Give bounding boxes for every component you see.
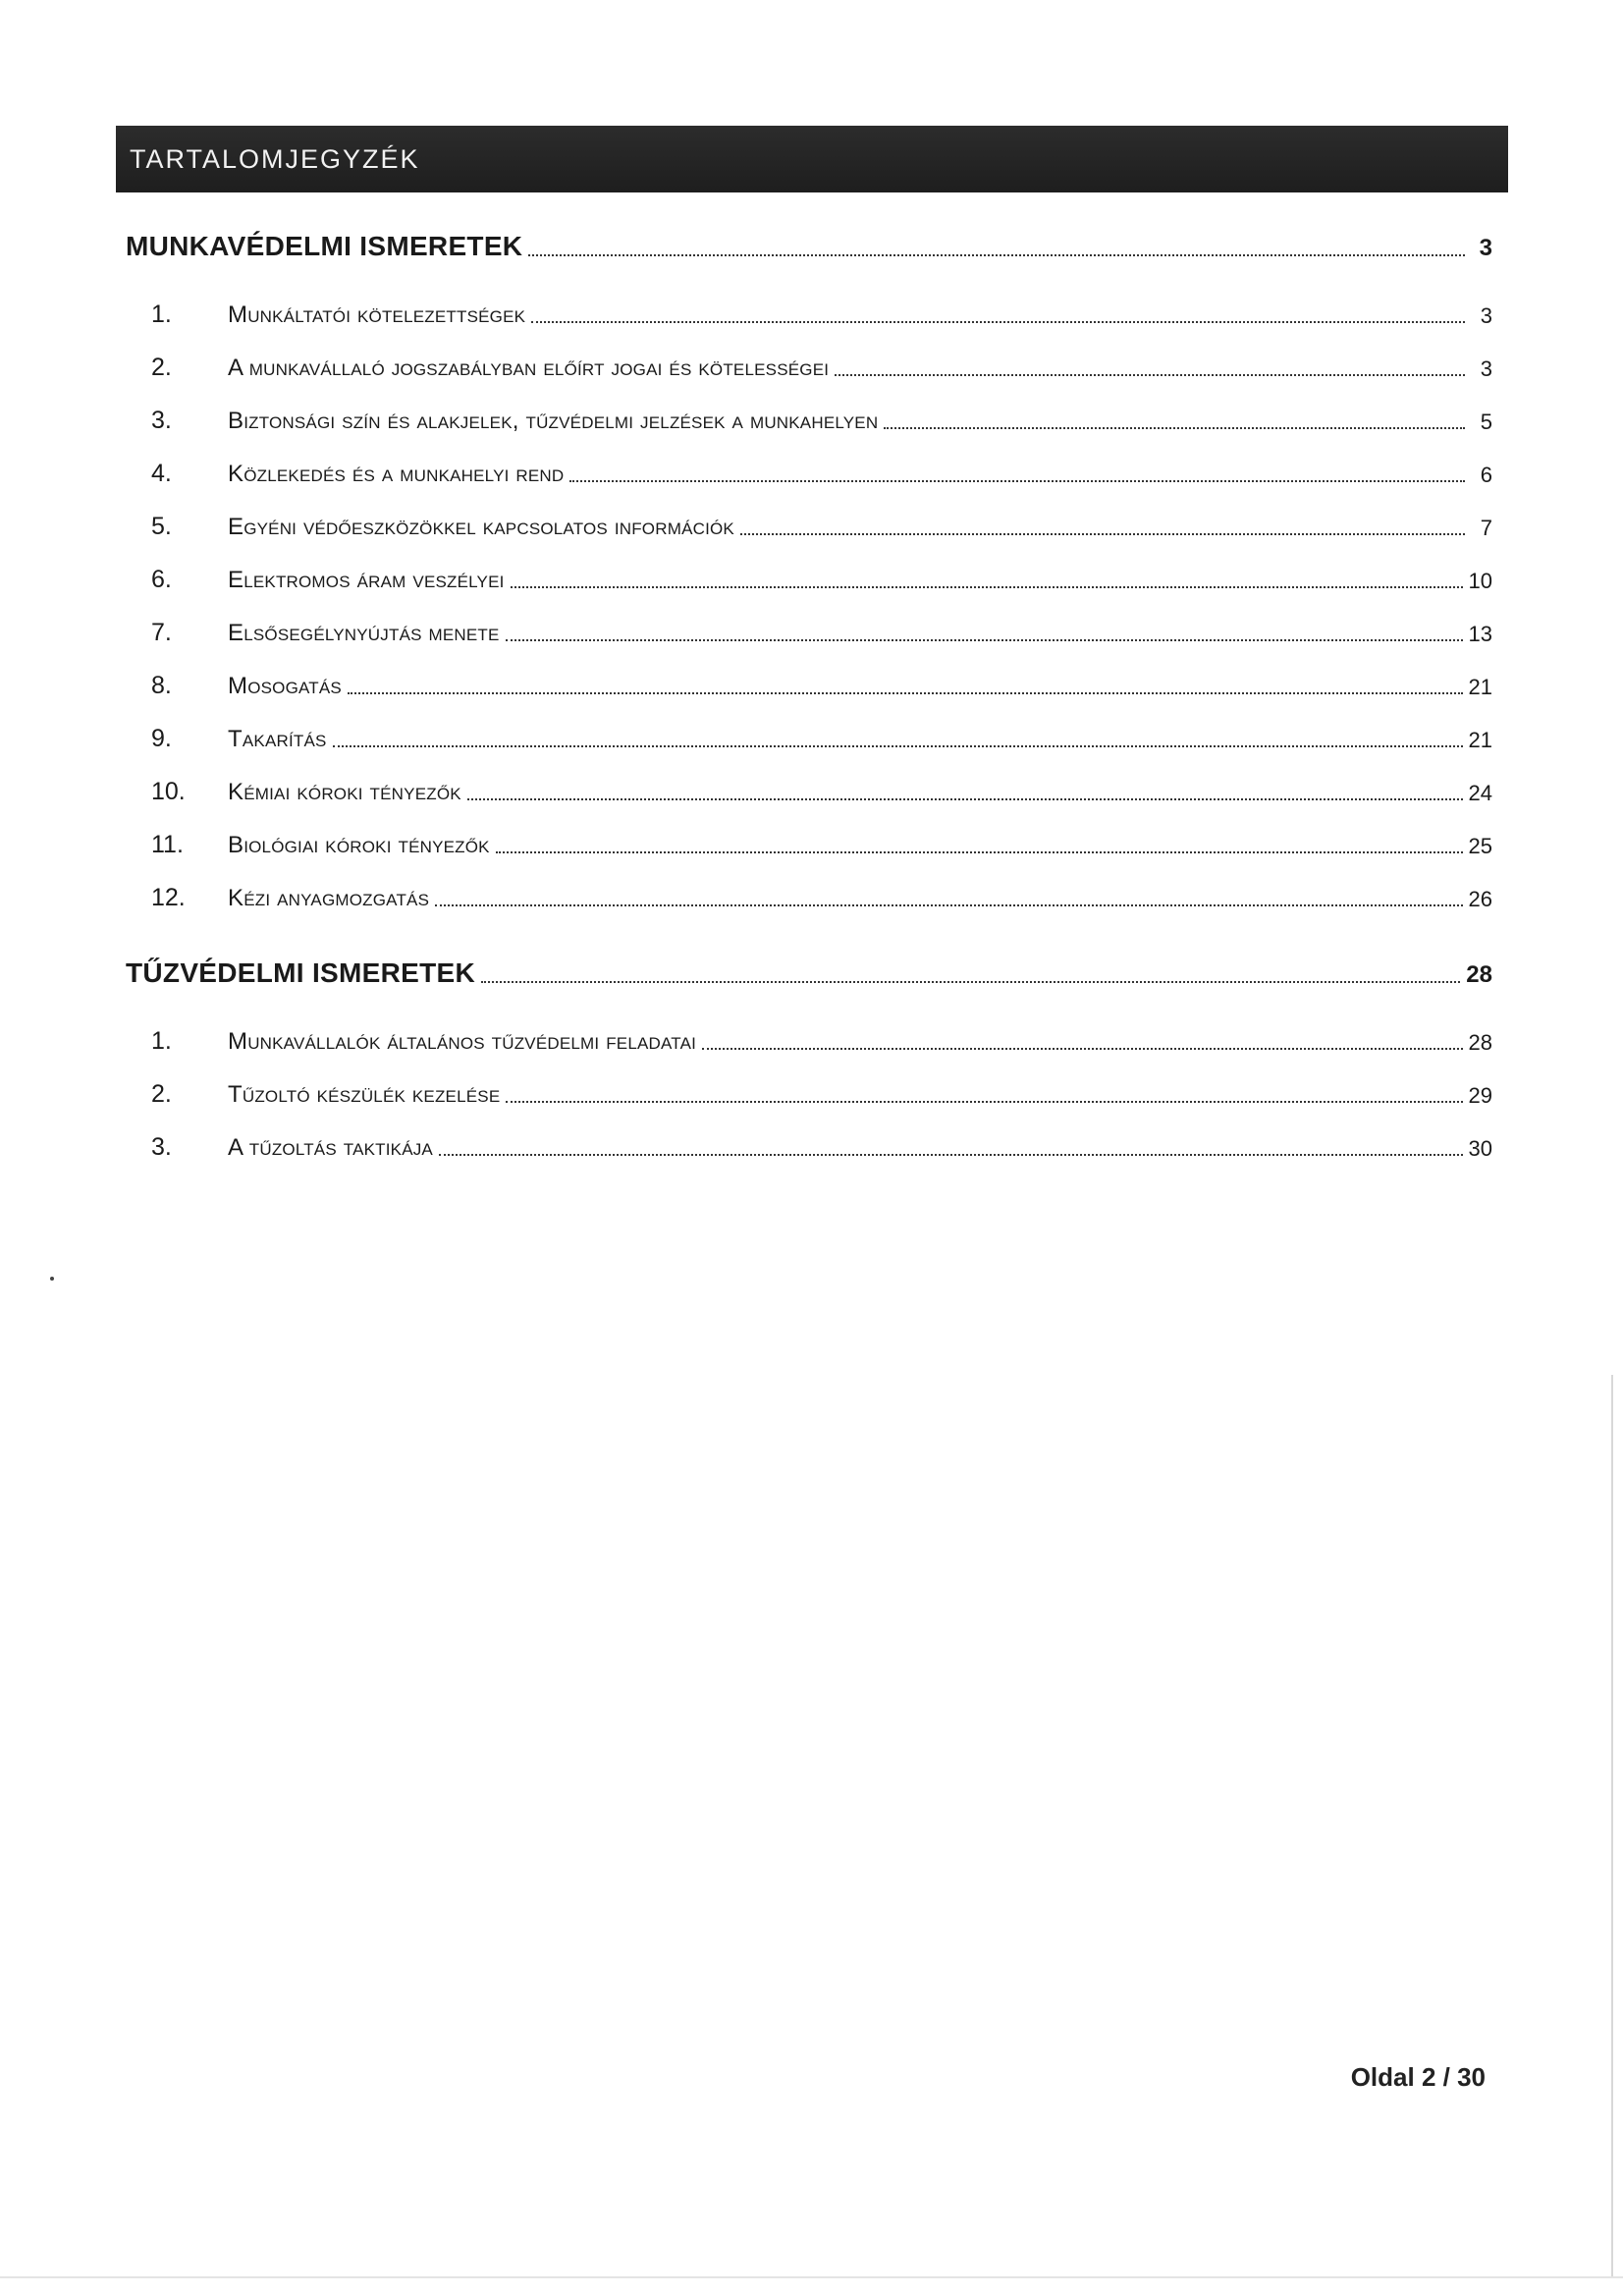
table-of-contents bbox=[126, 201, 1492, 1162]
item-title: Tűzoltó készülék kezelése bbox=[228, 1081, 501, 1108]
item-page: 10 bbox=[1468, 569, 1492, 593]
scan-speck bbox=[50, 1277, 54, 1281]
toc-item[interactable] bbox=[126, 1003, 1492, 1056]
item-number: 3. bbox=[151, 1133, 172, 1161]
item-page: 25 bbox=[1468, 834, 1492, 858]
item-page: 13 bbox=[1468, 622, 1492, 646]
dot-leader bbox=[348, 692, 1463, 694]
dot-leader bbox=[439, 1154, 1463, 1156]
dot-leader bbox=[506, 639, 1463, 641]
toc-section-tuzvedelmi[interactable] bbox=[126, 928, 1492, 989]
dot-leader bbox=[435, 904, 1462, 906]
item-page: 24 bbox=[1468, 781, 1492, 805]
item-number: 12. bbox=[151, 884, 186, 911]
item-title: A munkavállaló jogszabályban előírt jogai és kötelességei bbox=[228, 355, 830, 381]
toc-item[interactable] bbox=[126, 1056, 1492, 1109]
dot-leader bbox=[506, 1101, 1462, 1103]
dot-leader bbox=[511, 586, 1463, 588]
item-title: Elektromos áram veszélyei bbox=[228, 567, 505, 593]
item-number: 1. bbox=[151, 1027, 172, 1055]
item-number: 10. bbox=[151, 778, 186, 805]
item-title: Egyéni védőeszközökkel kapcsolatos információk bbox=[228, 514, 734, 540]
toc-item[interactable] bbox=[126, 1109, 1492, 1162]
toc-item[interactable] bbox=[126, 753, 1492, 806]
item-title: Munkavállalók általános tűzvédelmi feladatai bbox=[228, 1028, 697, 1055]
item-page: 21 bbox=[1468, 675, 1492, 699]
item-number: 2. bbox=[151, 354, 172, 381]
toc-item[interactable] bbox=[126, 488, 1492, 541]
toc-section-munkavedelmi[interactable] bbox=[126, 201, 1492, 262]
dot-leader bbox=[481, 981, 1460, 983]
dot-leader bbox=[702, 1048, 1462, 1050]
dot-leader bbox=[884, 427, 1465, 429]
toc-header: TARTALOMJEGYZÉK bbox=[116, 126, 1508, 192]
item-number: 5. bbox=[151, 513, 172, 540]
item-title: Biológiai kóroki tényezők bbox=[228, 832, 490, 858]
item-page: 29 bbox=[1468, 1083, 1492, 1108]
item-title: Kézi anyagmozgatás bbox=[228, 885, 430, 911]
toc-item[interactable] bbox=[126, 806, 1492, 859]
dot-leader bbox=[740, 533, 1465, 535]
dot-leader bbox=[569, 480, 1465, 482]
toc-item[interactable] bbox=[126, 382, 1492, 435]
toc-item[interactable] bbox=[126, 859, 1492, 912]
dot-leader bbox=[835, 374, 1465, 376]
dot-leader bbox=[467, 798, 1463, 800]
item-title: Közlekedés és a munkahelyi rend bbox=[228, 461, 565, 487]
scan-edge-bottom bbox=[0, 2276, 1623, 2278]
section-title: TŰZVÉDELMI ISMERETEK bbox=[126, 957, 476, 988]
scan-edge-right bbox=[1611, 1375, 1613, 2278]
dot-leader bbox=[531, 321, 1465, 323]
item-number: 8. bbox=[151, 672, 172, 699]
toc-item[interactable] bbox=[126, 541, 1492, 594]
toc-item[interactable] bbox=[126, 700, 1492, 753]
item-title: Kémiai kóroki tényezők bbox=[228, 779, 461, 805]
item-page: 6 bbox=[1480, 463, 1492, 487]
toc-item[interactable] bbox=[126, 594, 1492, 647]
item-title: Munkáltatói kötelezettségek bbox=[228, 301, 526, 328]
item-page: 3 bbox=[1480, 303, 1492, 328]
dot-leader bbox=[496, 851, 1463, 853]
item-page: 7 bbox=[1480, 516, 1492, 540]
item-number: 11. bbox=[151, 831, 184, 858]
item-number: 1. bbox=[151, 301, 172, 328]
toc-item[interactable] bbox=[126, 435, 1492, 488]
item-number: 6. bbox=[151, 566, 172, 593]
section-page: 3 bbox=[1479, 235, 1492, 261]
section-page: 28 bbox=[1466, 961, 1492, 988]
item-page: 3 bbox=[1480, 356, 1492, 381]
toc-item[interactable] bbox=[126, 647, 1492, 700]
item-number: 2. bbox=[151, 1080, 172, 1108]
item-title: Elsősegélynyújtás menete bbox=[228, 620, 500, 646]
item-title: A tűzoltás taktikája bbox=[228, 1134, 433, 1161]
page-number: Oldal 2 / 30 bbox=[1350, 2062, 1486, 2092]
toc-item[interactable] bbox=[126, 276, 1492, 329]
item-number: 7. bbox=[151, 619, 172, 646]
dot-leader bbox=[333, 745, 1463, 747]
dot-leader bbox=[528, 254, 1465, 256]
item-page: 26 bbox=[1468, 887, 1492, 911]
item-page: 28 bbox=[1468, 1030, 1492, 1055]
section-title: MUNKAVÉDELMI ISMERETEK bbox=[126, 231, 523, 261]
item-number: 3. bbox=[151, 407, 172, 434]
item-page: 5 bbox=[1480, 410, 1492, 434]
item-number: 4. bbox=[151, 460, 172, 487]
item-page: 30 bbox=[1468, 1136, 1492, 1161]
item-title: Takarítás bbox=[228, 726, 327, 752]
item-title: Mosogatás bbox=[228, 673, 342, 699]
item-title: Biztonsági szín és alakjelek, tűzvédelmi jelzések a munkahelyen bbox=[228, 408, 879, 434]
item-number: 9. bbox=[151, 725, 172, 752]
toc-item[interactable] bbox=[126, 329, 1492, 382]
item-page: 21 bbox=[1468, 728, 1492, 752]
